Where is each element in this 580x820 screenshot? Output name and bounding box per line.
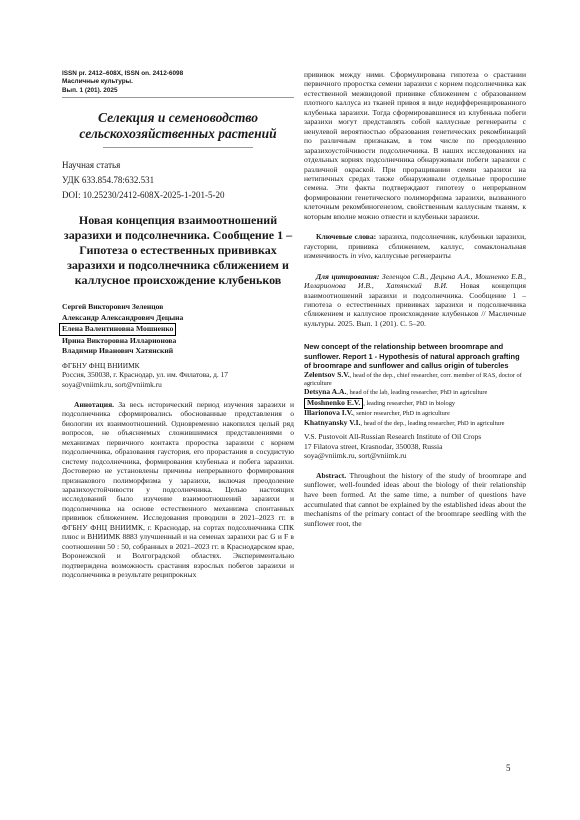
english-author-name: Moshnenko E.V. (307, 397, 361, 407)
english-author-name: Khatnyansky V.I. (304, 417, 361, 427)
author-name: Ирина Викторовна Илларионова (62, 335, 177, 345)
citation-text: Новая концепция взаимоотношений заразихи и подсолнечника. Сообщение 1 – гипотеза о естественных прививках заразихи и подсолнечника сближением и каллусное происхождение клубеньков // Масличные культуры. 2025. Вып. 1 (201). С. 5–20. (304, 281, 526, 328)
english-author-role: , head of the dep., chief researcher, corr. member of RAS, doctor of agriculture (304, 371, 522, 387)
journal-section-title: Селекция и семеноводство сельскохозяйственных растений (79, 110, 277, 141)
keywords-text: заразиха, подсолнечник, клубеньки заразихи, гаустории, прививка сближением, каллус, сомаклональная изменчивость (304, 232, 526, 261)
section-divider (103, 147, 253, 148)
header-block (62, 70, 294, 95)
english-abstract-text: Throughout the history of the study of broomrape and sunflower, well-founded ideas about the biology of their relationship have been formed. At the same time, a number of questions have accumulated that cannot be explained by the established ideas about the mechanisms of the primary contact of the broomrape seedling with the sunflower root, the (304, 470, 526, 528)
doi[interactable]: DOI: 10.25230/2412-608X-2025-1-201-5-20 (62, 190, 225, 201)
english-title: New concept of the relationship between broomrape and sunflower. Report 1 - Hypothesis of natural approach grafting of broomrape and sunflower and callus origin of tubercles (304, 342, 520, 371)
english-author-role: , head of the dep., leading researcher, PhD in agriculture (360, 419, 505, 427)
english-author-name: Illarionova I.V. (304, 408, 354, 418)
keywords-italic: in vivo (350, 251, 371, 261)
english-affiliation (304, 432, 526, 461)
english-author-role: , senior researcher, PhD in agriculture (353, 410, 450, 418)
journal-short-name: Масличные культуры. (62, 78, 133, 86)
issue-line: Вып. 1 (201). 2025 (62, 86, 118, 94)
article-title: Новая концепция взаимоотношений заразихи и подсолнечника. Сообщение 1 – Гипотеза о естественных прививках заразихи и подсолнечника сближением и каллусное происхождение клубеньков (63, 213, 293, 288)
english-author-name: Zelentsov S.V. (304, 369, 350, 379)
english-abstract (304, 471, 526, 529)
author-name-highlighted: Елена Валентиновна Мошненко (59, 323, 176, 336)
english-author (304, 419, 526, 428)
page-number: 5 (506, 763, 511, 773)
keywords-label: Ключевые слова: (316, 232, 377, 242)
header-divider (62, 97, 294, 98)
affiliation-emails[interactable]: soya@vniimk.ru, sort@vniimk.ru (62, 379, 162, 389)
issn-line: ISSN pr. 2412–608X, ISSN on. 2412-6098 (62, 70, 184, 77)
english-author-role: , head of the lab, leading researcher, PhD in agriculture (346, 389, 488, 397)
right-column (304, 70, 526, 528)
keywords (304, 232, 526, 260)
citation-authors: Зеленцов С.В., Децына А.А., Мошненко Е.В., Илларионова И.В., Хатянский В.И. (304, 271, 527, 291)
keywords-text-end: , каллусные регенеранты (370, 251, 451, 261)
english-author-role: , leading researcher, PhD in biology (363, 399, 456, 407)
english-emails[interactable]: soya@vniimk.ru, sort@vniimk.ru (304, 451, 407, 461)
abstract-label: Аннотация. (74, 399, 115, 409)
author-list (62, 302, 294, 357)
author-name: Владимир Иванович Хатянский (62, 346, 174, 356)
english-abstract-label: Abstract. (316, 470, 347, 480)
left-column (62, 70, 294, 580)
abstract-text: За весь исторический период изучения заразихи и подсолнечника сформировались обоснованные представления о биологии их взаимоотношений. Одновременно накопился целый ряд вопросов, не объясняемых сложившимися представлениями о механизмах первичного контакта проростка заразихи с корнем подсолнечника, образования гаустория, его прорастания в сосудистую систему подсолнечника, формирования клубенька и побега заразихи. Достоверно не установлены причины непрерывного формирования признакового полиморфизма у заразихи, включая преодоление заразихоустойчивости у подсолнечника. Целью настоящих исследований было изучение взаимоотношений заразихи и подсолнечника на основе естественного механизма спонтанных прививок сближением. Исследования проводили в 2021–2023 гг. в ФГБНУ ФНЦ ВНИИМК, г. Краснодар, на сортах подсолнечника СПК плюс и ВНИИМК 8883 улучшенный и на семенах заразихи рас G и F в соотношении 50 : 50, собранных в 2021–2023 гг. в Краснодарском крае, Воронежской и Волгоградской областях. Экспериментально подтверждена возможность срастания взрослых побегов заразихи и подсолнечника в результате реципрокных (62, 399, 294, 580)
english-author-list (304, 371, 526, 428)
english-author (304, 388, 526, 397)
article-type: Научная статья (62, 160, 121, 171)
abstract-ru (62, 400, 294, 580)
affiliation (62, 361, 294, 389)
citation (304, 272, 526, 329)
english-author-name: Detsyna A.A. (304, 387, 347, 397)
affiliation-address: Россия, 350038, г. Краснодар, ул. им. Филатова, д. 17 (62, 370, 228, 380)
author-name: Александр Александрович Децына (62, 312, 184, 322)
abstract-ru-continued: прививок между ними. Сформулирована гипотеза о срастании первичного проростка семени заразихи с корнем подсолнечника как естественной межвидовой прививке сближением с образованием плотного каллуса из тканей привоя в виде недифференцированного клубенька заразихи. Тогда сформировавшиеся из клубенька побеги заразихи могут представлять собой каллусные регенеранты с ненулевой вероятностью образования генетических рекомбинаций по различным признакам, в том числе по преодолению заразихоустойчивости подсолнечника. В наших исследованиях на отдельных корнях подсолнечника обнаруживали побеги заразихи с различной окраской. При проращивании семян заразихи на нетипичных средах также обнаруживали отдельные проросшие семена. Эти факты подтверждают гипотезу о непрерывном формировании генетического полиморфизма заразихи, вызванного клеточным рекомбиногенезом, свойственным каллусным тканям, к которым вполне можно отнести и клубеньки заразихи. (304, 70, 526, 221)
author-name: Сергей Викторович Зеленцов (62, 302, 164, 312)
english-institute: V.S. Pustovoit All-Russian Research Institute of Oil Crops (304, 431, 482, 441)
affiliation-org: ФГБНУ ФНЦ ВНИИМК (62, 360, 140, 370)
citation-label: Для цитирования: (316, 271, 380, 281)
udk-code: УДК 633.854.78:632.531 (62, 175, 155, 186)
english-address: 17 Filatova street, Krasnodar, 350038, Russia (304, 441, 443, 451)
english-author (304, 371, 526, 389)
